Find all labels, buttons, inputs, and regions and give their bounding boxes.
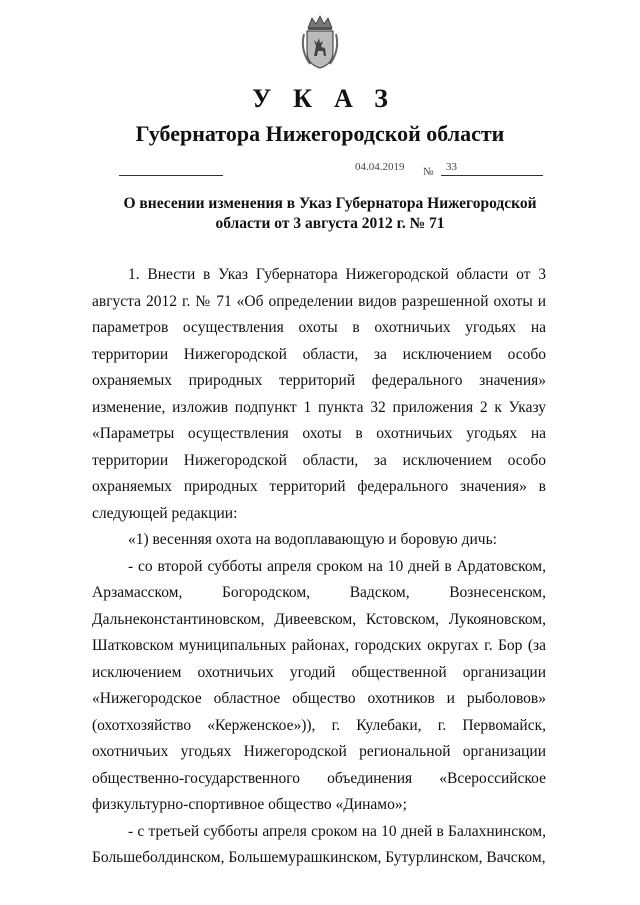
document-number: 33 (446, 161, 457, 173)
document-type-title: УКАЗ (252, 84, 410, 113)
number-underline (441, 175, 543, 176)
number-sign: № (423, 166, 434, 178)
paragraph: 1. Внести в Указ Губернатора Нижегородской области от 3 августа 2012 г. № 71 «Об определении видов разрешенной охоты и параметров осуществления охоты в охотничьих угодьях на территории Нижегородской области, за исключением особо охраняемых природных территорий федерального значения» изменение, изложив подпункт 1 пункта 32 приложения 2 к Указу «Параметры осуществления охоты в охотничьих угодьях на территории Нижегородской области, за исключением особо охраняемых природных территорий федерального значения» в следующей редакции: (92, 266, 546, 522)
paragraph: «1) весенняя охота на водоплавающую и боровую дичь: (128, 531, 497, 548)
document-body (92, 262, 546, 872)
paragraph: - со второй субботы апреля сроком на 10 дней в Ардатовском, Арзамасском, Богородском, Вадском, Вознесенском, Дальнеконстантиновском, Дивеевском, Кстовском, Лукояновском, Шатковском муниципальных районах, городских округах г. Бор (за исключением охотничьих угодий общественной организации «Нижегородское областное общество охотников и рыболовов» (охотхозяйство «Керженское»)), г. Кулебаки, г. Первомайск, охотничьих угодьях Нижегородской региональной организации общественно-государственного объединения «Всероссийское физкультурно-спортивное общество «Динамо»; (92, 557, 546, 813)
document-date: 04.04.2019 (355, 161, 405, 173)
coat-of-arms-icon (298, 14, 342, 70)
blank-line (119, 175, 223, 176)
document-subject: О внесении изменения в Указ Губернатора Нижегородской области от 3 августа 2012 г. № 71 (123, 195, 537, 232)
paragraph: - с третьей субботы апреля сроком на 10 дней в Балахнинском, Большеболдинском, Большемурашкинском, Бутурлинском, Вачском, (92, 822, 546, 866)
issuer-title: Губернатора Нижегородской области (135, 121, 505, 146)
